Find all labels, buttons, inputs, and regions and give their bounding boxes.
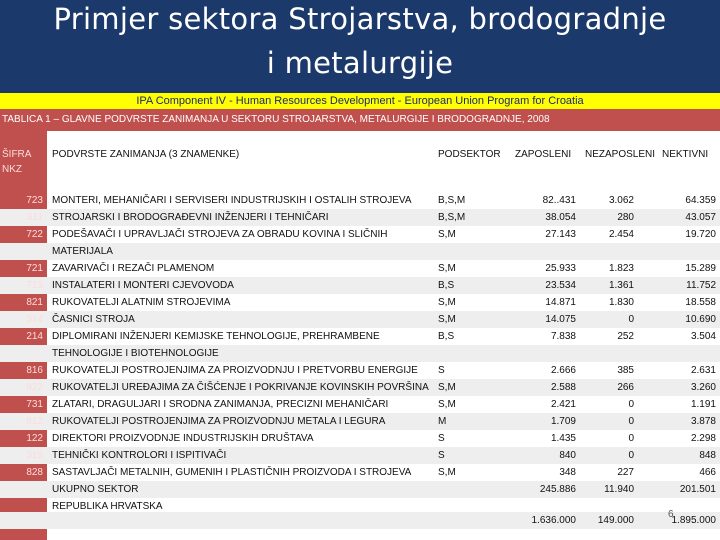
employed-cell: 2.421 bbox=[550, 399, 576, 410]
vacancies-cell: 3.878 bbox=[690, 416, 716, 427]
occupation-cell: TEHNIČKI KONTROLORI I ISPITIVAČI bbox=[52, 450, 227, 461]
slide-title-line-1: Primjer sektora Strojarstva, brodogradnje bbox=[53, 2, 667, 36]
unemployed-cell: 1.361 bbox=[608, 280, 634, 291]
occupation-cell: PODEŠAVAČI I UPRAVLJAČI STROJEVA ZA OBRADU KOVINA I SLIČNIH bbox=[52, 229, 388, 240]
vacancies-cell: 3.504 bbox=[690, 331, 716, 342]
occupation-cell: MATERIJALA bbox=[52, 246, 113, 257]
code-cell: 828 bbox=[26, 467, 43, 478]
unemployed-cell: 149.000 bbox=[597, 515, 634, 526]
employed-cell: 25.933 bbox=[545, 263, 576, 274]
subsector-cell: S,M bbox=[438, 314, 456, 325]
header-subsector: PODSEKTOR bbox=[438, 149, 501, 160]
table-title: TABLICA 1 – GLAVNE PODVRSTE ZANIMANJA U SEKTORU STROJARSTVA, METALURGIJE I BRODOGRADNJE, 2008 bbox=[0, 109, 720, 131]
page-number: 6 bbox=[668, 509, 674, 520]
subsector-cell: S,M bbox=[438, 399, 456, 410]
table-row bbox=[0, 481, 720, 498]
subsector-cell: S bbox=[438, 365, 445, 376]
table-row bbox=[0, 311, 720, 328]
vacancies-cell: 466 bbox=[699, 467, 716, 478]
subsector-cell: S,M bbox=[438, 297, 456, 308]
code-cell: 722 bbox=[26, 229, 43, 240]
occupation-cell: UKUPNO SEKTOR bbox=[52, 484, 139, 495]
unemployed-cell: 385 bbox=[617, 365, 634, 376]
code-cell: 713 bbox=[26, 280, 43, 291]
table-row bbox=[0, 192, 720, 209]
code-cell: 812 bbox=[26, 416, 43, 427]
employed-cell: 840 bbox=[559, 450, 576, 461]
table-row bbox=[0, 328, 720, 345]
employed-cell: 38.054 bbox=[545, 212, 576, 223]
subsector-cell: S,M bbox=[438, 263, 456, 274]
header-code-line-1: ŠIFRA bbox=[2, 149, 32, 160]
code-cell: 721 bbox=[26, 263, 43, 274]
header-occupation: PODVRSTE ZANIMANJA (3 ZNAMENKE) bbox=[52, 149, 240, 160]
unemployed-cell: 2.454 bbox=[608, 229, 634, 240]
subsector-cell: B,S,M bbox=[438, 212, 466, 223]
vacancies-cell: 11.752 bbox=[686, 280, 716, 291]
occupation-cell: INSTALATERI I MONTERI CJEVOVODA bbox=[52, 280, 234, 291]
occupation-cell: DIREKTORI PROIZVODNJE INDUSTRIJSKIH DRUŠTAVA bbox=[52, 433, 314, 444]
subsector-cell: S bbox=[438, 433, 445, 444]
occupation-cell: REPUBLIKA HRVATSKA bbox=[52, 501, 163, 512]
table-row bbox=[0, 379, 720, 396]
occupation-cell: RUKOVATELJI POSTROJENJIMA ZA PROIZVODNJU I PRETVORBU ENERGIJE bbox=[52, 365, 418, 376]
occupation-cell: RUKOVATELJI ALATNIM STROJEVIMA bbox=[52, 297, 231, 308]
table-row bbox=[0, 243, 720, 260]
code-cell: 214 bbox=[26, 331, 43, 342]
header-employed: ZAPOSLENI bbox=[515, 149, 572, 160]
occupation-cell: ZLATARI, DRAGULJARI I SRODNA ZANIMANJA, PRECIZNI MEHANIČARI bbox=[52, 399, 389, 410]
subsector-cell: S,M bbox=[438, 467, 456, 478]
subsector-cell: S,M bbox=[438, 229, 456, 240]
unemployed-cell: 0 bbox=[628, 450, 634, 461]
table-row bbox=[0, 362, 720, 379]
code-cell: 311 bbox=[27, 212, 43, 223]
employed-cell: 14.871 bbox=[545, 297, 576, 308]
table-row bbox=[0, 209, 720, 226]
code-cell: 822 bbox=[26, 382, 43, 393]
vacancies-cell: 18.558 bbox=[685, 297, 716, 308]
occupation-cell: ČASNICI STROJA bbox=[52, 314, 135, 325]
occupation-cell: DIPLOMIRANI INŽENJERI KEMIJSKE TEHNOLOGIJE, PREHRAMBENE bbox=[52, 331, 380, 342]
code-cell: 816 bbox=[26, 365, 43, 376]
unemployed-cell: 11.940 bbox=[604, 484, 634, 495]
unemployed-cell: 1.830 bbox=[608, 297, 634, 308]
subsector-cell: S,M bbox=[438, 382, 456, 393]
unemployed-cell: 0 bbox=[628, 416, 634, 427]
vacancies-cell: 15.289 bbox=[685, 263, 716, 274]
table-row bbox=[0, 294, 720, 311]
table-row bbox=[0, 512, 720, 529]
unemployed-cell: 280 bbox=[617, 212, 634, 223]
occupation-cell: STROJARSKI I BRODOGRAĐEVNI INŽENJERI I TEHNIČARI bbox=[52, 212, 329, 223]
table-row bbox=[0, 277, 720, 294]
vacancies-cell: 1.895.000 bbox=[671, 515, 716, 526]
code-cell: 314 bbox=[26, 314, 43, 325]
vacancies-cell: 2.298 bbox=[690, 433, 716, 444]
subsector-cell: B,S,M bbox=[438, 195, 466, 206]
employed-cell: 14.075 bbox=[545, 314, 576, 325]
code-cell: 723 bbox=[26, 195, 43, 206]
code-cell: 821 bbox=[26, 297, 43, 308]
subtitle-band bbox=[0, 93, 720, 109]
unemployed-cell: 1.823 bbox=[608, 263, 634, 274]
employed-cell: 348 bbox=[559, 467, 576, 478]
employed-cell: 82..431 bbox=[542, 195, 576, 206]
code-cell: 731 bbox=[26, 399, 43, 410]
employed-cell: 1.709 bbox=[550, 416, 576, 427]
employed-cell: 1.636.000 bbox=[531, 515, 576, 526]
unemployed-cell: 0 bbox=[628, 314, 634, 325]
vacancies-cell: 1.191 bbox=[690, 399, 716, 410]
unemployed-cell: 252 bbox=[617, 331, 634, 342]
code-cell: 315 bbox=[26, 450, 43, 461]
code-cell: 122 bbox=[26, 433, 43, 444]
table-row bbox=[0, 447, 720, 464]
table-row bbox=[0, 430, 720, 447]
employed-cell: 7.838 bbox=[550, 331, 576, 342]
occupation-cell: MONTERI, MEHANIČARI I SERVISERI INDUSTRIJSKIH I OSTALIH STROJEVA bbox=[52, 195, 412, 206]
table-row bbox=[0, 260, 720, 277]
vacancies-cell: 19.720 bbox=[685, 229, 716, 240]
header-vacancies: NEKTIVNI bbox=[662, 149, 709, 160]
unemployed-cell: 3.062 bbox=[608, 195, 634, 206]
occupation-cell: RUKOVATELJI POSTROJENJIMA ZA PROIZVODNJU METALA I LEGURA bbox=[52, 416, 386, 427]
slide-subtitle: IPA Component IV - Human Resources Development - European Union Program for Croatia bbox=[136, 95, 584, 107]
vacancies-cell: 3.260 bbox=[690, 382, 716, 393]
slide-title-line-2: i metalurgije bbox=[266, 46, 454, 80]
vacancies-cell: 10.690 bbox=[685, 314, 716, 325]
unemployed-cell: 0 bbox=[628, 399, 634, 410]
occupation-cell: TEHNOLOGIJE I BIOTEHNOLOGIJE bbox=[52, 348, 219, 359]
header-code-line-2: NKZ bbox=[2, 164, 22, 175]
subsector-cell: M bbox=[438, 416, 447, 427]
table-row bbox=[0, 345, 720, 362]
vacancies-cell: 43.057 bbox=[685, 212, 716, 223]
occupation-cell: ZAVARIVAČI I REZAČI PLAMENOM bbox=[52, 263, 215, 274]
employed-cell: 2.666 bbox=[550, 365, 576, 376]
vacancies-cell: 64.359 bbox=[685, 195, 716, 206]
unemployed-cell: 227 bbox=[617, 467, 634, 478]
table-row bbox=[0, 226, 720, 243]
unemployed-cell: 0 bbox=[628, 433, 634, 444]
title-band bbox=[0, 0, 720, 93]
occupation-cell: RUKOVATELJI UREĐAJIMA ZA ČIŠĆENJE I POKRIVANJE KOVINSKIH POVRŠINA bbox=[52, 382, 429, 393]
occupation-cell: SASTAVLJAČI METALNIH, GUMENIH I PLASTIČNIH PROIZVODA I STROJEVA bbox=[52, 467, 412, 478]
employed-cell: 27.143 bbox=[545, 229, 576, 240]
table-row bbox=[0, 396, 720, 413]
employed-cell: 1.435 bbox=[550, 433, 576, 444]
vacancies-cell: 2.631 bbox=[690, 365, 716, 376]
employed-cell: 245.886 bbox=[539, 484, 576, 495]
employed-cell: 23.534 bbox=[545, 280, 576, 291]
unemployed-cell: 266 bbox=[617, 382, 634, 393]
table-row bbox=[0, 413, 720, 430]
vacancies-cell: 201.501 bbox=[679, 484, 716, 495]
subsector-cell: B,S bbox=[438, 280, 455, 291]
subsector-cell: B,S bbox=[438, 331, 455, 342]
subsector-cell: S bbox=[438, 450, 445, 461]
header-unemployed: NEZAPOSLENI bbox=[585, 149, 656, 160]
employed-cell: 2.588 bbox=[550, 382, 576, 393]
vacancies-cell: 848 bbox=[699, 450, 716, 461]
table-row bbox=[0, 464, 720, 481]
